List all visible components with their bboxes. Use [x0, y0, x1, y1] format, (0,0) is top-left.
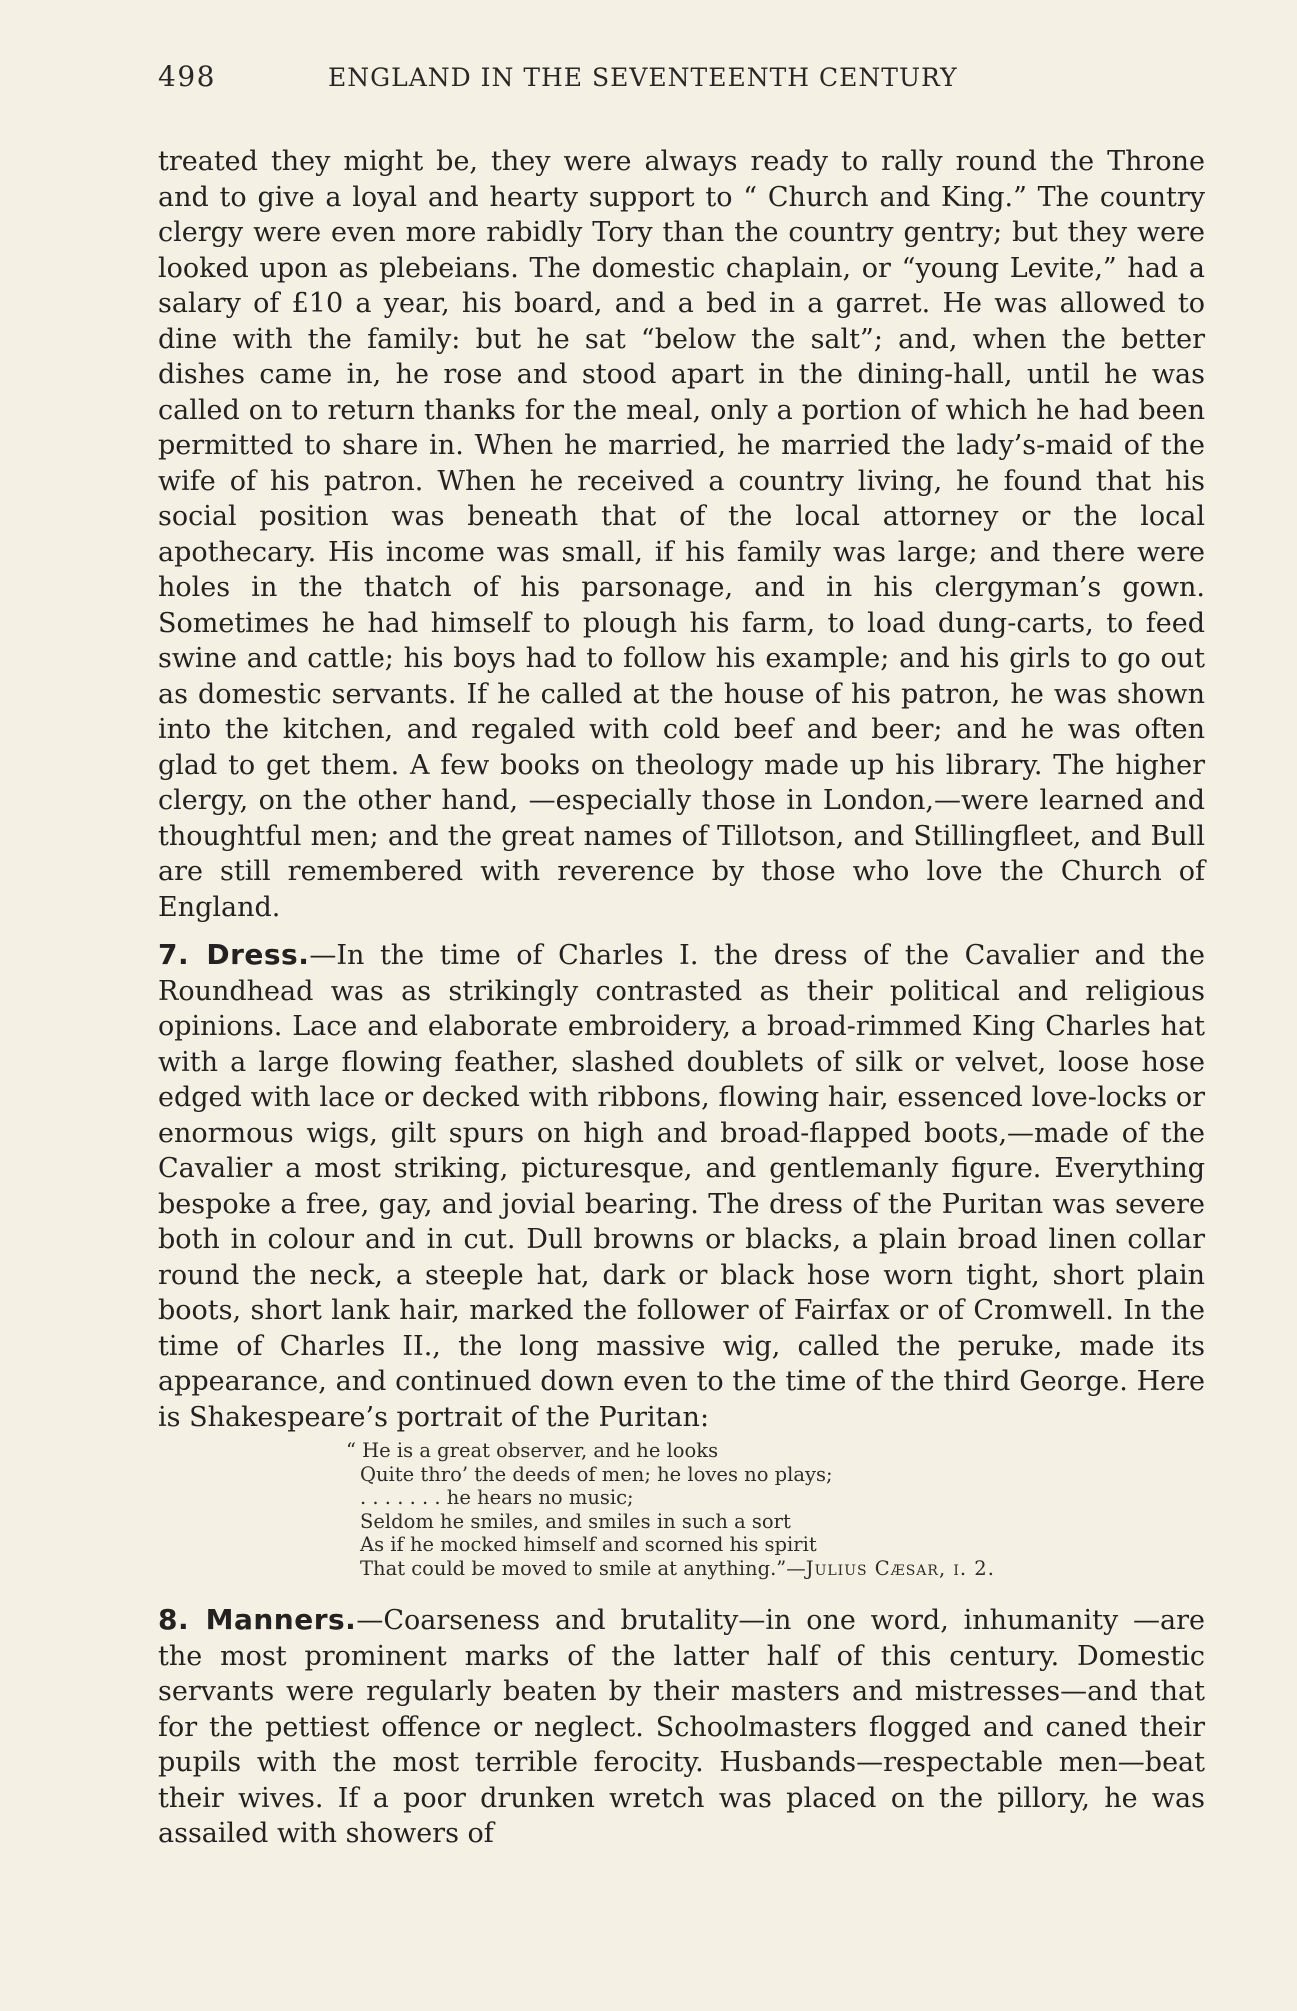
section-text-manners: —Coarseness and brutality—in one word, inhumanity —are the most prominent marks of the latter half of this century. Domestic servants were regularly beaten by their masters and mistresses—and that for the pettiest offence or neglect. Schoolmasters flogged and caned their pupils with the most terrible ferocity. Husbands—respectable men—beat their wives. If a poor drunken wretch was placed on the pillory, he was assailed with showers of — [158, 1605, 1205, 1849]
section-dress — [158, 937, 1205, 1435]
shakespeare-quote — [346, 1439, 1205, 1580]
quote-line-6 — [360, 1557, 1205, 1581]
quote-line-3: . . . . . . . he hears no music; — [360, 1486, 634, 1509]
quote-line-5: As if he mocked himself and scorned his spirit — [360, 1533, 817, 1556]
page-number: 498 — [158, 60, 216, 93]
quote-line-6-text: That could be moved to smile at anything.”— — [360, 1556, 806, 1580]
running-title: ENGLAND IN THE SEVENTEENTH CENTURY — [328, 63, 958, 92]
section-heading-manners: 8. Manners. — [158, 1603, 357, 1636]
paragraph-clergy: treated they might be, they were always ready to rally round the Throne and to give a loyal and hearty support to “ Church and King.” The country clergy were even more rabidly Tory than the country gentry; but they were looked upon as plebeians. The domestic chaplain, or “young Levite,” had a salary of £10 a year, his board, and a bed in a garret. He was allowed to dine with the family: but he sat “below the salt”; and, when the better dishes came in, he rose and stood apart in the dining-hall, until he was called on to return thanks for the meal, only a portion of which he had been permitted to share in. When he married, he married the lady’s-maid of the wife of his patron. When he received a country living, he found that his social position was beneath that of the local attorney or the local apothecary. His income was small, if his family was large; and there were holes in the thatch of his parsonage, and in his clergyman’s gown. Sometimes he had himself to plough his farm, to load dung-carts, to feed swine and cattle; his boys had to follow his example; and his girls to go out as domestic servants. If he called at the house of his patron, he was shown into the kitchen, and regaled with cold beef and beer; and he was often glad to get them. A few books on theology made up his library. The higher clergy, on the other hand, —especially those in London,—were learned and thoughtful men; and the great names of Tillotson, and Stillingfleet, and Bull are still remembered with reverence by those who love the Church of England. — [158, 146, 1205, 923]
page-body — [158, 144, 1205, 1852]
quote-line-2: Quite thro’ the deeds of men; he loves no plays; — [360, 1462, 833, 1486]
section-heading-dress: 7. Dress. — [158, 938, 310, 971]
book-page — [158, 60, 1205, 1852]
section-text-dress: —In the time of Charles I. the dress of the Cavalier and the Roundhead was as strikingly contrasted as their political and religious opinions. Lace and elaborate embroidery, a broad-rimmed King Charles hat with a large flowing feather, slashed doublets of silk or velvet, loose hose edged with lace or decked with ribbons, flowing hair, essenced love-locks or enormous wigs, gilt spurs on high and broad-flapped boots,—made of the Cavalier a most striking, picturesque, and gentlemanly figure. Everything bespoke a free, gay, and jovial bearing. The dress of the Puritan was severe both in colour and in cut. Dull browns or blacks, a plain broad linen collar round the neck, a steeple hat, dark or black hose worn tight, short plain boots, short lank hair, marked the follower of Fairfax or of Cromwell. In the time of Charles II., the long massive wig, called the peruke, made its appearance, and continued down even to the time of the third George. Here is Shakespeare’s portrait of the Puritan: — [158, 940, 1205, 1433]
quote-line-1: “ He is a great observer, and he looks — [346, 1439, 719, 1462]
quote-line-4: Seldom he smiles, and smiles in such a sort — [360, 1509, 791, 1533]
running-head — [158, 60, 1205, 100]
section-manners — [158, 1602, 1205, 1852]
quote-attribution: Julius Cæsar, i. 2. — [805, 1556, 995, 1580]
